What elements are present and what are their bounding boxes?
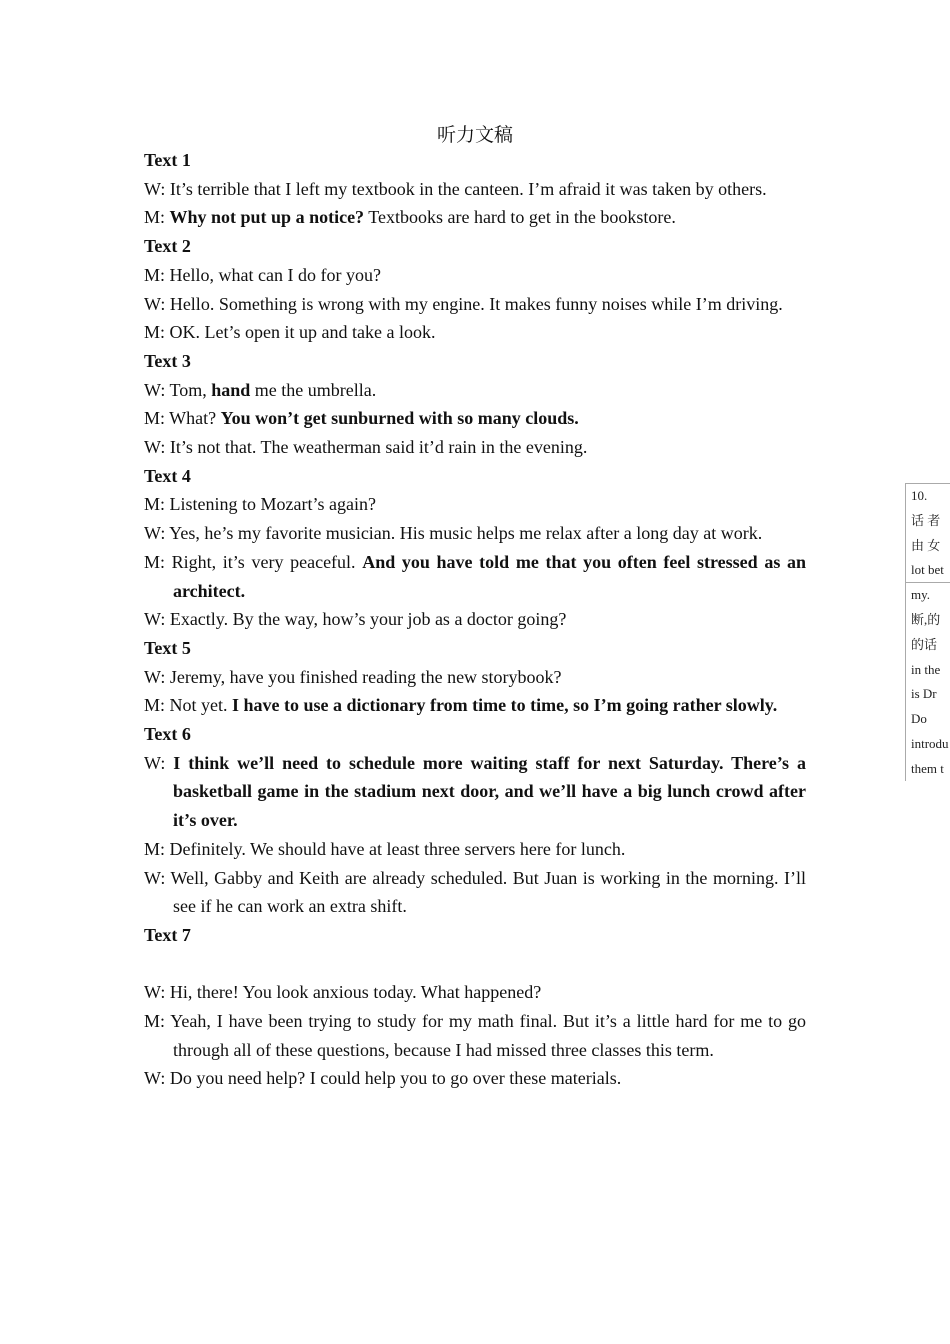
- dialogue-line: [144, 548, 806, 605]
- dialogue-text: M: Right, it’s very peaceful.: [144, 551, 363, 572]
- dialogue-line: [144, 691, 806, 720]
- text-heading: Text 5: [144, 637, 191, 658]
- dialogue-line: [144, 864, 806, 921]
- margin-fragment-line: introdu: [911, 735, 949, 751]
- dialogue-text: me the umbrella.: [250, 379, 377, 400]
- key-sentence: I have to use a dictionary from time to time, so I’m going rather slowly.: [232, 695, 778, 716]
- dialogue-line: [144, 1064, 806, 1093]
- margin-divider: [906, 582, 950, 583]
- dialogue-text: M: Not yet.: [144, 695, 232, 716]
- dialogue-text: W: It’s not that. The weatherman said it’d rain in the evening.: [144, 437, 588, 458]
- margin-fragment-line: 话 者: [911, 512, 941, 528]
- key-sentence: Why not put up a notice?: [169, 207, 365, 228]
- key-sentence: And you have told me that you often feel stressed as an architect.: [173, 551, 806, 601]
- text-heading: Text 1: [144, 150, 191, 170]
- dialogue-line: [144, 490, 806, 519]
- dialogue-line: [144, 1007, 806, 1064]
- dialogue-text: M: What?: [144, 408, 221, 429]
- dialogue-text: W: Well, Gabby and Keith are already scheduled. But Juan is working in the morning. I’ll see if he can work an extra shift.: [144, 867, 806, 917]
- dialogue-text: M: Listening to Mozart’s again?: [144, 494, 376, 515]
- dialogue-text: W: Hi, there! You look anxious today. What happened?: [144, 982, 542, 1003]
- dialogue-text: W: Jeremy, have you finished reading the new storybook?: [144, 666, 562, 687]
- text-heading: Text 4: [144, 465, 191, 486]
- dialogue-line: [144, 261, 806, 290]
- dialogue-line: [144, 749, 806, 835]
- margin-note-fragment: [905, 483, 950, 781]
- dialogue-line: [144, 605, 806, 634]
- text-heading: Text 6: [144, 724, 191, 745]
- dialogue-text: M:: [144, 207, 170, 228]
- dialogue-text: W: Yes, he’s my favorite musician. His music helps me relax after a long day at work.: [144, 523, 763, 544]
- dialogue-line: [144, 203, 806, 232]
- dialogue-text: M: Yeah, I have been trying to study for my math final. But it’s a little hard for me to go through all of these questions, because I had missed three classes this term.: [144, 1011, 806, 1060]
- dialogue-text: W:: [144, 752, 174, 773]
- dialogue-text: W: Hello. Something is wrong with my engine. It makes funny noises while I’m driving.: [144, 293, 783, 314]
- text-heading: Text 2: [144, 236, 191, 257]
- margin-fragment-line: Do: [911, 711, 927, 727]
- dialogue-line: [144, 663, 806, 692]
- transcript-body: [144, 146, 806, 1093]
- blank-line: [144, 950, 806, 979]
- margin-fragment-line: is Dr: [911, 686, 937, 702]
- dialogue-line: [144, 404, 806, 433]
- dialogue-text: W: It’s terrible that I left my textbook in the canteen. I’m afraid it was taken by others.: [144, 178, 767, 199]
- text-heading: Text 7: [144, 924, 191, 945]
- dialogue-line: [144, 290, 806, 319]
- dialogue-line: [144, 978, 806, 1007]
- dialogue-text: M: Hello, what can I do for you?: [144, 264, 381, 285]
- margin-fragment-line: 断,的: [911, 611, 941, 627]
- dialogue-text: Textbooks are hard to get in the bookstore.: [364, 207, 676, 228]
- key-sentence: I think we’ll need to schedule more waiting staff for next Saturday. There’s a basketball game in the stadium next door, and we’ll have a big lunch crowd after it’s over.: [173, 752, 806, 831]
- margin-fragment-line: in the: [911, 661, 941, 677]
- margin-fragment-line: 10.: [911, 488, 928, 503]
- dialogue-line: [144, 175, 806, 204]
- dialogue-text: M: Definitely. We should have at least three servers here for lunch.: [144, 838, 626, 859]
- dialogue-text: W: Tom,: [144, 379, 212, 400]
- margin-fragment-line: 由 女: [911, 537, 941, 553]
- margin-fragment-line: 的话: [911, 636, 938, 652]
- dialogue-line: [144, 433, 806, 462]
- dialogue-text: W: Do you need help? I could help you to go over these materials.: [144, 1068, 622, 1089]
- margin-fragment-line: them t: [911, 760, 944, 776]
- key-sentence: You won’t get sunburned with so many clouds.: [220, 408, 579, 429]
- dialogue-line: [144, 519, 806, 548]
- dialogue-line: [144, 318, 806, 347]
- margin-fragment-line: lot bet: [911, 562, 944, 578]
- dialogue-line: [144, 835, 806, 864]
- page-title: 听力文稿: [436, 124, 513, 146]
- text-heading: Text 3: [144, 350, 191, 371]
- key-sentence: hand: [211, 379, 251, 400]
- margin-fragment-line: my.: [911, 587, 931, 603]
- dialogue-text: M: OK. Let’s open it up and take a look.: [144, 322, 436, 343]
- dialogue-text: W: Exactly. By the way, how’s your job as a doctor going?: [144, 609, 567, 630]
- dialogue-line: [144, 376, 806, 405]
